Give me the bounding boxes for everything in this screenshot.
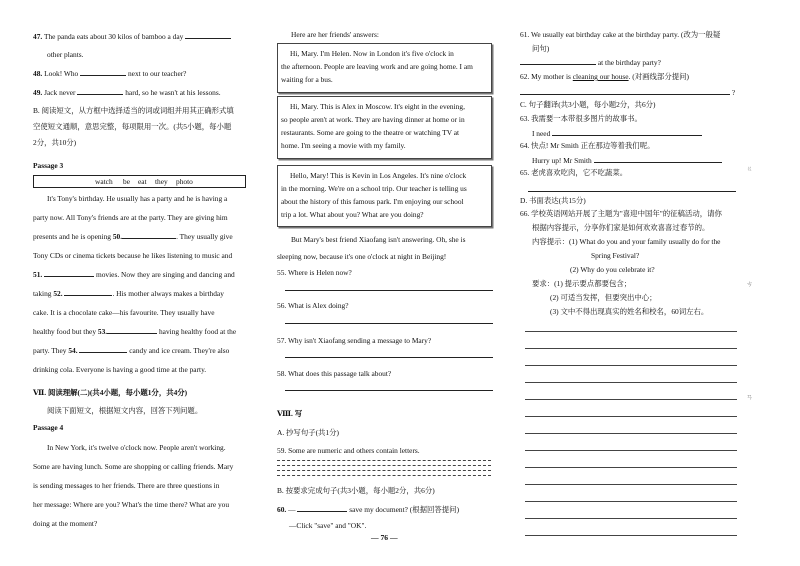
section-b-instructions: B. 阅读短文，从方框中选择适当的词或词组并用其正确形式填 [33,106,234,115]
section-d-title: D. 书面表达(共15分) [520,196,586,205]
section-b-title: B. 按要求完成句子(共3小题，每小题2分，共6分) [277,486,435,495]
answer-blank-47[interactable] [185,32,231,39]
answer-line-57[interactable] [285,357,493,358]
section-c-title: C. 句子翻译(共3小题，每小题2分，共6分) [520,100,656,109]
question-49: 49. Jack never hard, so he wasn't at his lessons. [33,88,221,97]
answer-blank-53[interactable] [107,327,157,334]
message-box-kevin: Hello, Mary! This is Kevin in Los Angeles. It's nine o'clock in the morning. We're on a school trip. Our teacher is telling us about the history of this famous park. I'm enjoying our school trip a lot. What about you? What are you doing? [277,165,492,227]
question-47: 47. The panda eats about 30 kilos of bamboo a day [33,32,231,42]
answer-blank-61[interactable] [520,58,596,65]
worksheet-page: 47. The panda eats about 30 kilos of bamboo a day other plants. 48. Look! Who next to our teacher? 49. Jack never hard, so he wasn't at his lessons. B. 阅读短文，从方框中选择适当的词或词组并用其正确形式填 空使短文通顺，意思完整，每项限用一次。(共5小题，每小题 2分，共10分) Passage 3 watch be eat they photo It's Tony's birthday. He usually has a party and he is having a party now. All Tony's friends are at the party. They are giving him presents and he is opening 50. . They usually give Tony CDs or cinema tickets because he likes listening to music and 51. movies. Now they are singing and dancing and taking 52. . His mother always makes a birthday cake. It is a chocolate cake—his favourite. They usually have healthy food but they 53. having healthy food at the party. They 54. candy and ice cream. They're also drinking cola. Everyone is having a good time at the party. Ⅶ. 阅读理解(二)(共4小题，每小题1分，共4分) 阅读下面短文，根据短文内容，回答下列问题。 Passage 4 In New York, it's twelve o'clock now. People aren't working. Some are having lunch. Some are shopping or calling friends. Mary is sending messages to her friends. There are three questions in her message: Where are you? What's the time there? What are you doing at the moment? Here are her friends' answers: Hi, Mary. I'm Helen. Now in London it's five o'clock in the afternoon. People are leaving work and are going home. I am waiting for a bus. Hi, Mary. This is Alex in Moscow. It's eight in the evening, so people aren't at work. They are having dinner at home or in restaurants. Some are going to the theatre or watching TV at home. I'm seeing a movie with my family. Hello, Mary! This is Kevin in Los Angeles. It's nine o'clock in the morning. We're on a school trip. Our teacher is telling us about the history of this famous park. I'm enjoying our school trip a lot. What about you? What are you doing? But Mary's best friend Xiaofang isn't answering. Oh, she is sleeping now, because it's one o'clock at night in Beijing! 55. Where is Helen now? 56. What is Alex doing? 57. Why isn't Xiaofang sending a message to Mary? 58. What does this passage talk about? Ⅷ. 写 A. 抄写句子(共1分) 59. Some are numeric and others contain letters. B. 按要求完成句子(共3小题，每小题2分，共6分) 60. — save my document? (根据回答提问) —Click "save" and "OK". — 76 — 61. We usually eat birthday cake at the birthday party. (改为一般疑 问句) at the birthday party? 62. My mother is cleaning our house. (对画线部分提问) ? C. 句子翻译(共3小题，每小题2分，共6分) 63. 我需要一本带很多图片的故事书。 I need 64. 快点! Mr Smith 正在那边等着我们呢。 Hurry up! Mr Smith 65. 老虎喜欢吃肉，它不吃蔬菜。 D. 书面表达(共15分) 66. 学校英语网站开展了主题为"喜迎中国年"的征稿活动，请你 根据内容提示，分享你们家是如何欢欢喜喜过春节的。 内容提示：(1) What do you and your family usually do for the Spring Festival? (2) Why do you celebrate it? 要求：(1) 提示要点都要包含； (2) 可适当发挥，但要突出中心； (3) 文中不得出现真实的姓名和校名，60词左右。 ㄍ ㄘ ㄢ [33,30,753,542]
question-55: 55. Where is Helen now? [277,268,352,277]
writing-line[interactable] [525,501,737,502]
question-65: 65. 老虎喜欢吃肉，它不吃蔬菜。 [520,168,628,177]
message-box-helen: Hi, Mary. I'm Helen. Now in London it's five o'clock in the afternoon. People are leaving work and are going home. I am waiting for a bus. [277,43,492,93]
writing-line[interactable] [525,348,737,349]
passage-3-title: Passage 3 [33,161,64,170]
writing-line[interactable] [525,450,737,451]
answer-blank-49[interactable] [77,88,123,95]
passage-3-text: It's Tony's birthday. He usually has a party and he is having a [47,194,228,203]
writing-line[interactable] [525,433,737,434]
passage-4-text: In New York, it's twelve o'clock now. People aren't working. [47,443,226,452]
writing-line[interactable] [525,382,737,383]
question-64: 64. 快点! Mr Smith 正在那边等着我们呢。 [520,141,655,150]
word-box-item: they [155,177,168,186]
passage-4-title: Passage 4 [33,423,64,432]
writing-line[interactable] [525,484,737,485]
writing-line[interactable] [525,535,737,536]
message-box-alex: Hi, Mary. This is Alex in Moscow. It's eight in the evening, so people aren't at work. They are having dinner at home or in restaurants. Some are going to the theatre or watching TV at home. I'm seeing a movie with my family. [277,96,492,159]
writing-line[interactable] [525,467,737,468]
copy-line[interactable] [277,475,491,476]
section-a-title: A. 抄写句子(共1分) [277,428,339,437]
copy-line[interactable] [277,470,491,471]
binding-mark: ㄢ [746,393,753,401]
answer-blank-62[interactable] [520,88,730,95]
answer-line-55[interactable] [285,290,493,291]
question-60: 60. — save my document? (根据回答提问) [277,505,460,514]
answer-blank-50[interactable] [122,232,176,239]
answer-blank-51[interactable] [44,270,94,277]
answer-blank-54[interactable] [79,346,127,353]
section-8-title: Ⅷ. 写 [277,409,303,418]
question-61: 61. We usually eat birthday cake at the birthday party. (改为一般疑 [520,30,721,39]
answer-blank-60[interactable] [297,505,347,512]
word-box-item: photo [176,177,193,186]
writing-line[interactable] [525,416,737,417]
question-66: 66. 学校英语网站开展了主题为"喜迎中国年"的征稿活动，请你 [520,209,722,218]
question-63: 63. 我需要一本带很多图片的故事书。 [520,114,642,123]
binding-mark: ㄍ [746,165,753,173]
question-59: 59. Some are numeric and others contain letters. [277,446,420,455]
answer-blank-48[interactable] [80,69,126,76]
section-7-title: Ⅶ. 阅读理解(二)(共4小题，每小题1分，共4分) [33,388,188,397]
answer-blank-52[interactable] [64,289,112,296]
word-box-item: watch [95,177,113,186]
answer-line-65[interactable] [528,191,736,192]
writing-line[interactable] [525,518,737,519]
question-56: 56. What is Alex doing? [277,301,349,310]
writing-line[interactable] [525,399,737,400]
question-62: 62. My mother is cleaning our house. (对画线部分提问) [520,72,689,81]
page-number: — 76 — [371,533,398,542]
answer-line-56[interactable] [285,323,493,324]
binding-mark: ㄘ [746,280,753,288]
answer-blank-64[interactable] [594,156,722,163]
copy-line[interactable] [277,465,491,466]
word-box [33,175,246,188]
writing-line[interactable] [525,331,737,332]
copy-line[interactable] [277,460,491,461]
writing-line[interactable] [525,365,737,366]
answers-intro: Here are her friends' answers: [291,30,379,39]
answer-blank-63[interactable] [552,129,702,136]
word-box-item: eat [138,177,147,186]
answer-line-58[interactable] [285,390,493,391]
question-57: 57. Why isn't Xiaofang sending a message to Mary? [277,336,432,345]
question-48: 48. Look! Who next to our teacher? [33,69,187,78]
word-box-item: be [123,177,130,186]
question-58: 58. What does this passage talk about? [277,369,392,378]
